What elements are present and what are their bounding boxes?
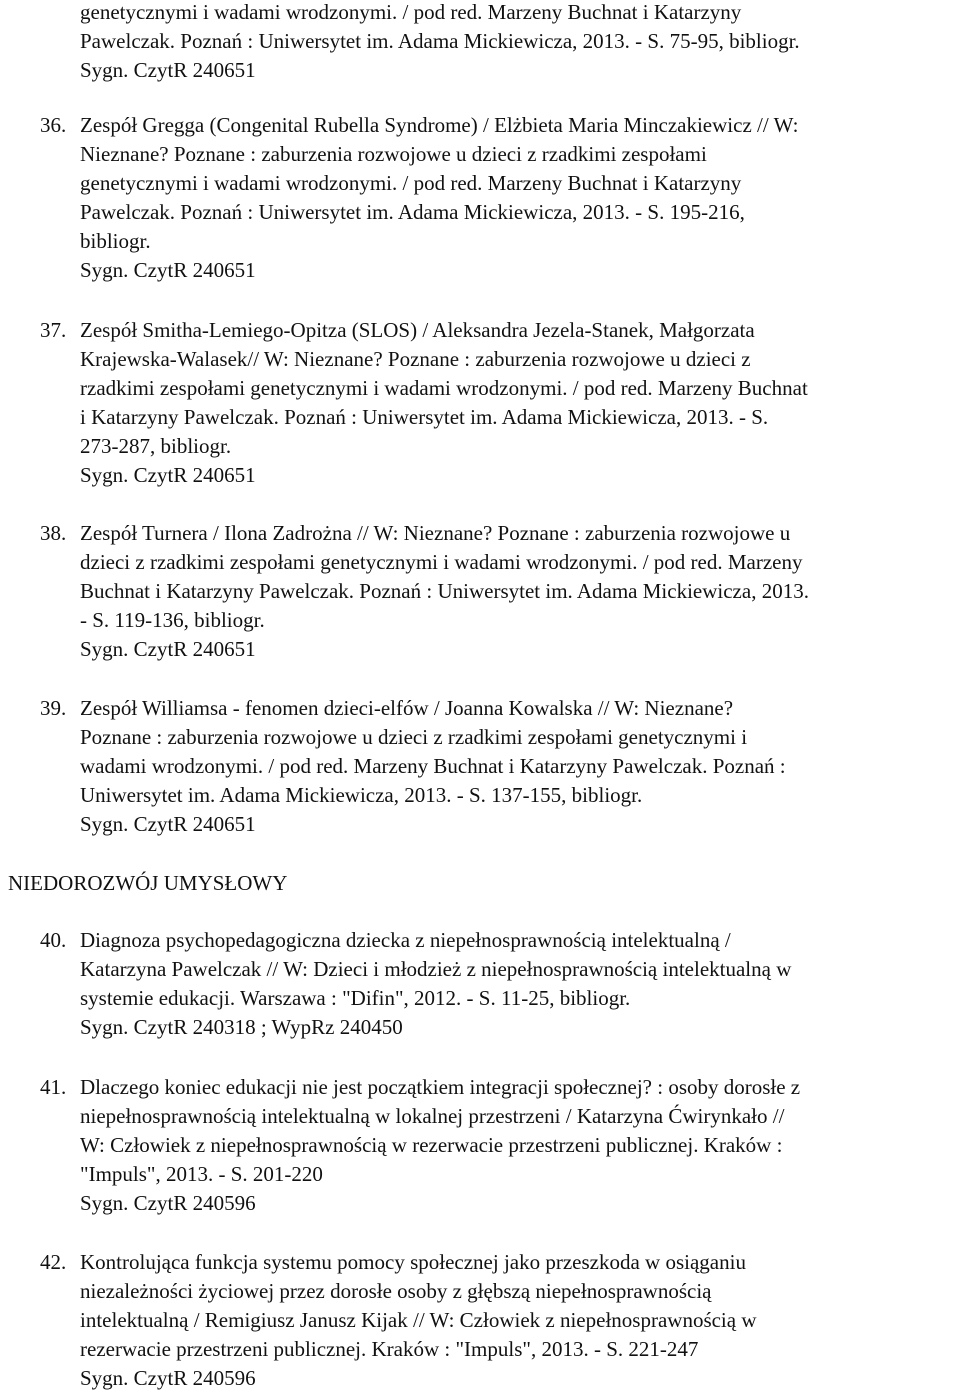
entry-line: Nieznane? Poznane : zaburzenia rozwojowe u dzieci z rzadkimi zespołami bbox=[80, 142, 707, 166]
entry-line: Poznane : zaburzenia rozwojowe u dzieci z rzadkimi zespołami genetycznymi i bbox=[80, 725, 748, 749]
entry-body bbox=[80, 1073, 935, 1218]
call-number: Sygn. CzytR 240651 bbox=[80, 637, 256, 661]
entry-line: W: Człowiek z niepełnosprawnością w rezerwacie przestrzeni publicznej. Kraków : bbox=[80, 1133, 783, 1157]
entry-line: niezależności życiowej przez dorosłe osoby z głębszą niepełnosprawnością bbox=[80, 1279, 712, 1303]
entry-line: - S. 119-136, bibliogr. bbox=[80, 608, 265, 632]
entry-line: "Impuls", 2013. - S. 201-220 bbox=[80, 1162, 323, 1186]
call-number: Sygn. CzytR 240651 bbox=[80, 58, 256, 82]
entry-line: Katarzyna Pawelczak // W: Dzieci i młodzież z niepełnosprawnością intelektualną w bbox=[80, 957, 792, 981]
entry-line: Pawelczak. Poznań : Uniwersytet im. Adama Mickiewicza, 2013. - S. 195-216, bbox=[80, 200, 745, 224]
entry-line: niepełnosprawnością intelektualną w lokalnej przestrzeni / Katarzyna Ćwirynkało // bbox=[80, 1104, 785, 1128]
call-number: Sygn. CzytR 240651 bbox=[80, 258, 256, 282]
entry-line: dzieci z rzadkimi zespołami genetycznymi i wadami wrodzonymi. / pod red. Marzeny bbox=[80, 550, 803, 574]
call-number: Sygn. CzytR 240596 bbox=[80, 1191, 256, 1215]
entry-line: genetycznymi i wadami wrodzonymi. / pod red. Marzeny Buchnat i Katarzyny bbox=[80, 171, 742, 195]
entry-line: Zespół Turnera / Ilona Zadrożna // W: Nieznane? Poznane : zaburzenia rozwojowe u bbox=[80, 521, 791, 545]
entry-line: 273-287, bibliogr. bbox=[80, 434, 232, 458]
carryover-entry bbox=[80, 0, 940, 85]
entry-line: i Katarzyny Pawelczak. Poznań : Uniwersytet im. Adama Mickiewicza, 2013. - S. bbox=[80, 405, 769, 429]
entry-line: Zespół Gregga (Congenital Rubella Syndrome) / Elżbieta Maria Minczakiewicz // W: bbox=[80, 113, 799, 137]
entry-number: 37. bbox=[40, 318, 67, 342]
call-number: Sygn. CzytR 240596 bbox=[80, 1366, 256, 1390]
entry-line: systemie edukacji. Warszawa : "Difin", 2012. - S. 11-25, bibliogr. bbox=[80, 986, 631, 1010]
entry-number: 36. bbox=[40, 113, 67, 137]
entry-line: Kontrolująca funkcja systemu pomocy społecznej jako przeszkoda w osiąganiu bbox=[80, 1250, 746, 1274]
entry-number: 41. bbox=[40, 1075, 67, 1099]
entry-body bbox=[80, 926, 935, 1042]
entry-line: Uniwersytet im. Adama Mickiewicza, 2013. - S. 137-155, bibliogr. bbox=[80, 783, 643, 807]
entry-line: Zespół Williamsa - fenomen dzieci-elfów / Joanna Kowalska // W: Nieznane? bbox=[80, 696, 734, 720]
entry-line: Zespół Smitha-Lemiego-Opitza (SLOS) / Aleksandra Jezela-Stanek, Małgorzata bbox=[80, 318, 755, 342]
entry-body bbox=[80, 316, 935, 490]
section-heading: NIEDOROZWÓJ UMYSŁOWY bbox=[8, 871, 288, 895]
entry-line: wadami wrodzonymi. / pod red. Marzeny Buchnat i Katarzyny Pawelczak. Poznań : bbox=[80, 754, 786, 778]
call-number: Sygn. CzytR 240651 bbox=[80, 812, 256, 836]
entry-line: Dlaczego koniec edukacji nie jest początkiem integracji społecznej? : osoby dorosłe z bbox=[80, 1075, 801, 1099]
entry-line: bibliogr. bbox=[80, 229, 151, 253]
entry-line: Krajewska-Walasek// W: Nieznane? Poznane : zaburzenia rozwojowe u dzieci z bbox=[80, 347, 751, 371]
entry-line: Pawelczak. Poznań : Uniwersytet im. Adama Mickiewicza, 2013. - S. 75-95, bibliogr. bbox=[80, 29, 800, 53]
call-number: Sygn. CzytR 240318 ; WypRz 240450 bbox=[80, 1015, 403, 1039]
entry-line: intelektualną / Remigiusz Janusz Kijak // W: Człowiek z niepełnosprawnością w bbox=[80, 1308, 757, 1332]
entry-line: genetycznymi i wadami wrodzonymi. / pod red. Marzeny Buchnat i Katarzyny bbox=[80, 0, 742, 24]
entry-line: rezerwacie przestrzeni publicznej. Kraków : "Impuls", 2013. - S. 221-247 bbox=[80, 1337, 699, 1361]
entry-number: 42. bbox=[40, 1250, 67, 1274]
call-number: Sygn. CzytR 240651 bbox=[80, 463, 256, 487]
entry-body bbox=[80, 519, 935, 664]
entry-body bbox=[80, 694, 935, 839]
entry-line: rzadkimi zespołami genetycznymi i wadami wrodzonymi. / pod red. Marzeny Buchnat bbox=[80, 376, 808, 400]
entry-body bbox=[80, 1248, 935, 1393]
entry-number: 40. bbox=[40, 928, 67, 952]
entry-body bbox=[80, 111, 935, 285]
entry-line: Diagnoza psychopedagogiczna dziecka z niepełnosprawnością intelektualną / bbox=[80, 928, 731, 952]
entry-number: 38. bbox=[40, 521, 67, 545]
entry-number: 39. bbox=[40, 696, 67, 720]
entry-line: Buchnat i Katarzyny Pawelczak. Poznań : Uniwersytet im. Adama Mickiewicza, 2013. bbox=[80, 579, 809, 603]
